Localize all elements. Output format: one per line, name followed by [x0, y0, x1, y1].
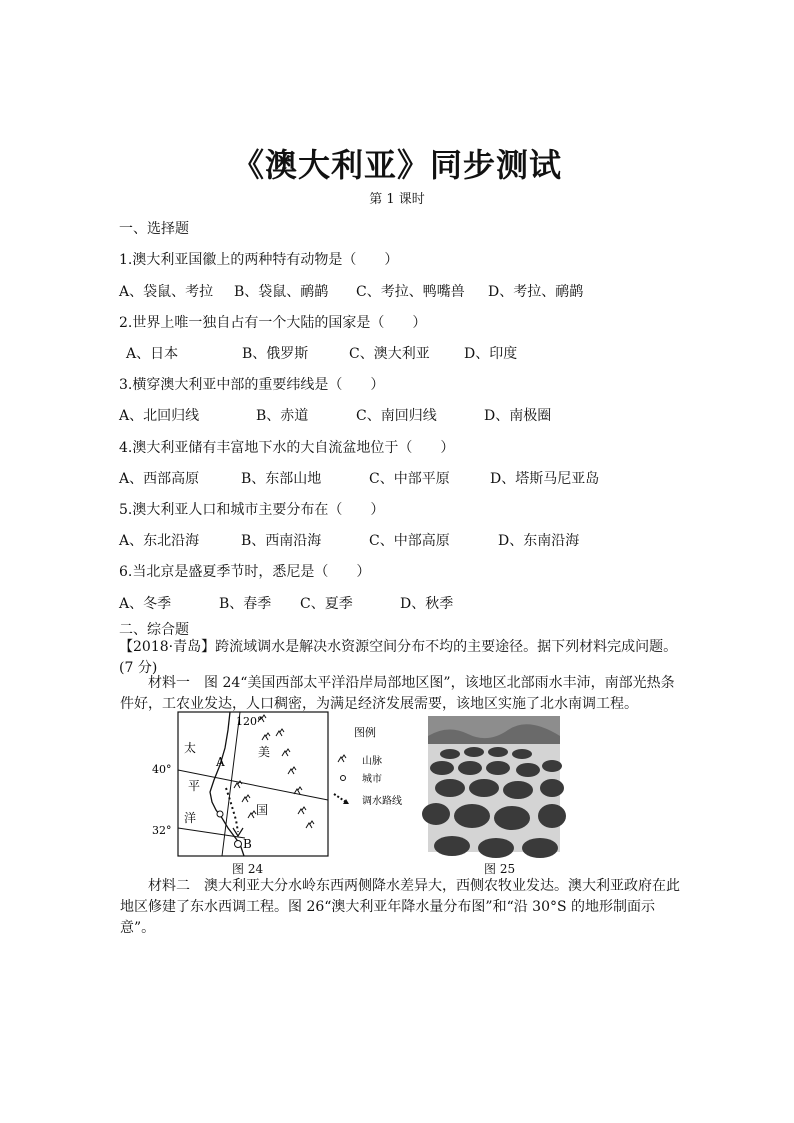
option-c: C、澳大利亚: [349, 346, 430, 362]
option-c: C、考拉、鸭嘴兽: [356, 284, 465, 300]
material-2-line-2: 地区修建了东水西调工程。图 26“澳大利亚年降水量分布图”和“沿 30°S 的地形制面示: [120, 899, 656, 915]
option-c: C、南回归线: [356, 408, 437, 424]
option-a: A、日本: [126, 346, 179, 362]
point-a-label: A: [216, 755, 225, 769]
option-b: B、西南沿海: [241, 533, 322, 549]
legend-mountain-label: 山脉: [362, 756, 382, 767]
country-char-1: 美: [258, 745, 271, 759]
option-b: B、东部山地: [241, 471, 322, 487]
figure-25-caption: 图 25: [484, 862, 516, 876]
question-4-options: [119, 468, 599, 488]
option-a: A、北回归线: [119, 408, 200, 424]
material-1-line-2: 件好，工农业发达，人口稠密，为满足经济发展需要，该地区实施了北水南调工程。: [120, 696, 638, 712]
figure-24-caption: 图 24: [232, 862, 264, 876]
material-2-line-1: 材料二 澳大利亚大分水岭东西两侧降水差异大，西侧农牧业发达。澳大利亚政府在此: [148, 878, 680, 894]
question-5: 5.澳大利亚人口和城市主要分布在（ ）: [119, 502, 385, 518]
option-d: D、塔斯马尼亚岛: [490, 471, 600, 487]
option-d: D、东南沿海: [498, 533, 580, 549]
question-5-options: [119, 530, 579, 550]
question-2-options: [126, 343, 517, 363]
question-6-options: [119, 593, 453, 613]
question-1-options: [119, 281, 583, 301]
legend-route-label: 调水路线: [362, 796, 402, 807]
option-b: B、春季: [219, 596, 272, 612]
option-d: D、印度: [464, 346, 518, 362]
option-b: B、袋鼠、鸸鹋: [234, 284, 329, 300]
page-title: 《澳大利亚》同步测试: [231, 146, 562, 184]
page-subtitle: 第 1 课时: [369, 192, 425, 207]
latitude-32-label: 32°: [152, 824, 172, 837]
legend-mountain-icon: [338, 755, 346, 762]
ocean-char-1: 太: [184, 741, 197, 755]
option-b: B、赤道: [256, 408, 309, 424]
option-d: D、南极圈: [484, 408, 552, 424]
material-1-paragraph: [120, 673, 688, 715]
legend-title: 图例: [354, 726, 376, 739]
city-icon: [217, 811, 223, 817]
option-c: C、中部高原: [369, 533, 450, 549]
figure-25-photo: [428, 716, 560, 852]
latitude-40-label: 40°: [152, 763, 172, 776]
country-char-2: 国: [256, 803, 269, 817]
question-4: 4.澳大利亚储有丰富地下水的大自流盆地位于（ ）: [119, 440, 455, 456]
legend-route-icon: [334, 794, 346, 802]
ocean-char-2: 平: [188, 779, 201, 793]
option-a: A、东北沿海: [119, 533, 200, 549]
longitude-label: 120°: [236, 715, 263, 728]
question-3: 3.横穿澳大利亚中部的重要纬线是（ ）: [119, 377, 385, 393]
legend-city-label: 城市: [362, 774, 382, 785]
option-d: D、秋季: [400, 596, 454, 612]
option-a: A、西部高原: [119, 471, 200, 487]
figure-24-map: [152, 710, 418, 860]
question-6: 6.当北京是盛夏季节时，悉尼是（ ）: [119, 564, 371, 580]
question-2: 2.世界上唯一独自占有一个大陆的国家是（ ）: [119, 315, 427, 331]
option-a: A、冬季: [119, 596, 172, 612]
intro-line-1: 【2018·青岛】跨流域调水是解决水资源空间分布不均的主要途径。据下列材料完成问题。: [119, 639, 678, 655]
section-heading-choice: 一、选择题: [119, 221, 189, 237]
option-c: C、中部平原: [369, 471, 450, 487]
legend-city-icon: [341, 776, 346, 781]
option-c: C、夏季: [300, 596, 353, 612]
option-d: D、考拉、鸸鹋: [488, 284, 584, 300]
material-2-line-3: 意”。: [120, 920, 156, 936]
section-heading-comprehensive: 二、综合题: [119, 622, 189, 638]
intro-line-2: (7 分): [119, 660, 158, 676]
option-b: B、俄罗斯: [242, 346, 309, 362]
material-1-line-1: 材料一 图 24“美国西部太平洋沿岸局部地区图”，该地区北部雨水丰沛，南部光热条: [148, 675, 675, 691]
question-3-options: [119, 405, 551, 425]
material-2-paragraph: [120, 876, 688, 939]
map-frame: [178, 712, 328, 856]
point-b-label: B: [243, 837, 252, 851]
option-a: A、袋鼠、考拉: [119, 284, 214, 300]
question-1: 1.澳大利亚国徽上的两种特有动物是（ ）: [119, 252, 399, 268]
city-b-icon: [235, 841, 242, 848]
ocean-char-3: 洋: [184, 811, 197, 825]
